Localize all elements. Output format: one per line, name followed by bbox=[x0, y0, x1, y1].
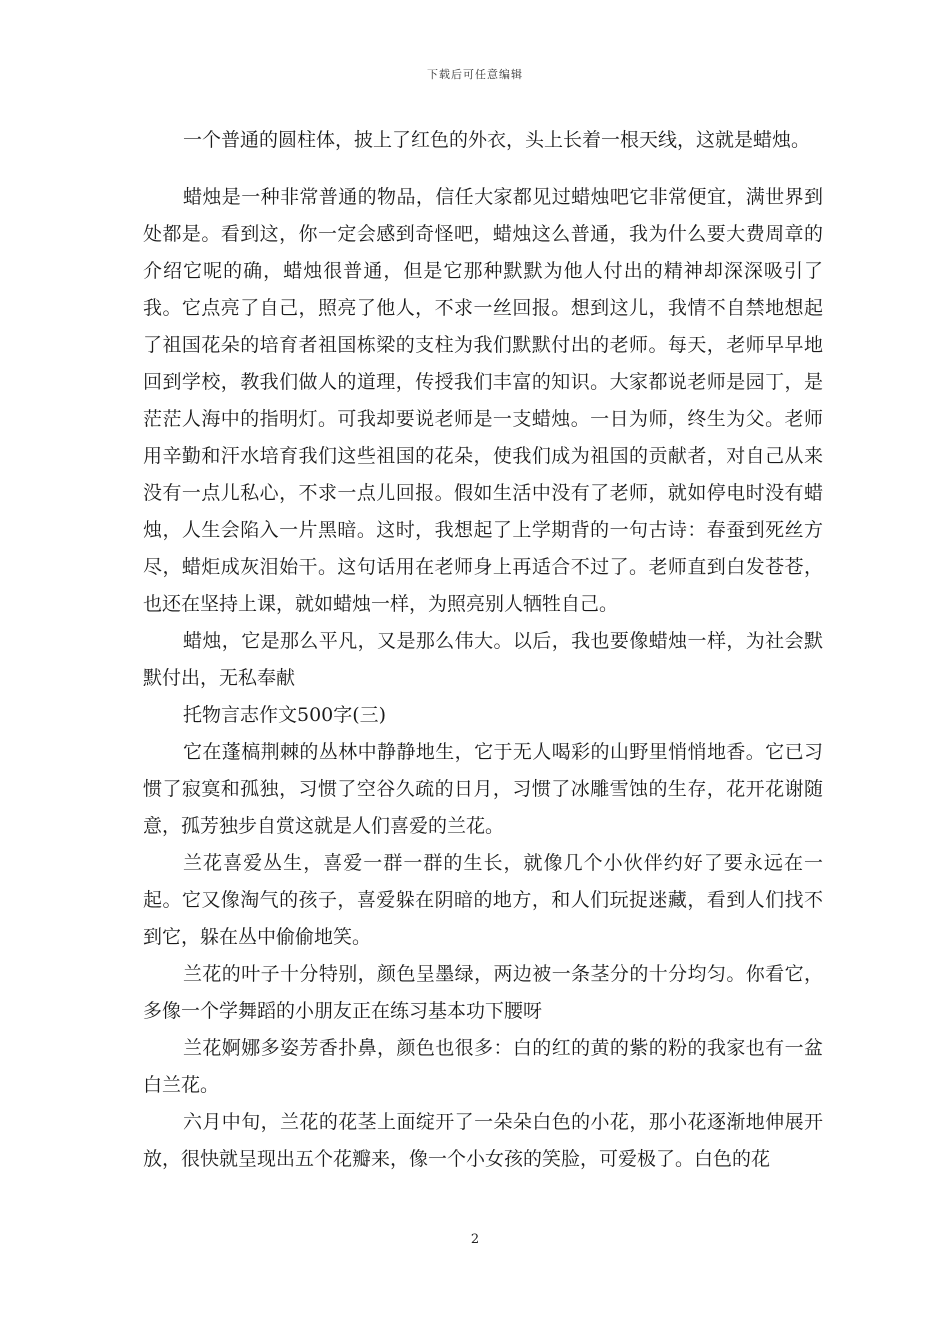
paragraph-candle-teacher: 蜡烛是一种非常普通的物品，信任大家都见过蜡烛吧它非常便宜，满世界到处都是。看到这，你一定会感到奇怪吧，蜡烛这么普通，我为什么要大费周章的介绍它呢的确，蜡烛很普通，但是它那种默默为他人付出的精神却深深吸引了我。它点亮了自己，照亮了他人，不求一丝回报。想到这儿，我情不自禁地想起了祖国花朵的培育者祖国栋梁的支柱为我们默默付出的老师。每天，老师早早地回到学校，教我们做人的道理，传授我们丰富的知识。大家都说老师是园丁，是茫茫人海中的指明灯。可我却要说老师是一支蜡烛。一日为师，终生为父。老师用辛勤和汗水培育我们这些祖国的花朵，使我们成为祖国的贡献者，对自己从来没有一点儿私心，不求一点儿回报。假如生活中没有了老师，就如停电时没有蜡烛，人生会陷入一片黑暗。这时，我想起了上学期背的一句古诗：春蚕到死丝方尽，蜡炬成灰泪始干。这句话用在老师身上再适合不过了。老师直到白发苍苍，也还在坚持上课，就如蜡烛一样，为照亮别人牺牲自己。 bbox=[143, 186, 823, 615]
paragraph-intro: 一个普通的圆柱体，披上了红色的外衣，头上长着一根天线，这就是蜡烛。 bbox=[183, 129, 811, 151]
paragraph-orchid-intro: 它在蓬槁荆棘的丛林中静静地生，它于无人喝彩的山野里悄悄地香。它已习惯了寂寞和孤独，习惯了空谷久疏的日月，习惯了冰雕雪蚀的生存，花开花谢随意，孤芳独步自赏这就是人们喜爱的兰花。 bbox=[143, 741, 823, 837]
paragraph-orchid-bloom: 六月中旬，兰花的花茎上面绽开了一朵朵白色的小花，那小花逐渐地伸展开放，很快就呈现出五个花瓣来，像一个小女孩的笑脸，可爱极了。白色的花 bbox=[143, 1111, 823, 1170]
paragraph-orchid-leaves: 兰花的叶子十分特别，颜色呈墨绿，两边被一条茎分的十分均匀。你看它，多像一个学舞蹈的小朋友正在练习基本功下腰呀 bbox=[143, 963, 823, 1022]
page-number: 2 bbox=[470, 1232, 480, 1247]
section-title: 托物言志作文500字(三) bbox=[183, 704, 387, 726]
document-body bbox=[143, 122, 823, 1178]
paragraph-candle-conclusion: 蜡烛，它是那么平凡，又是那么伟大。以后，我也要像蜡烛一样，为社会默默付出，无私奉献 bbox=[143, 630, 823, 689]
page-header: 下载后可任意编辑 bbox=[427, 68, 523, 81]
paragraph-orchid-growth: 兰花喜爱丛生，喜爱一群一群的生长，就像几个小伙伴约好了要永远在一起。它又像淘气的孩子，喜爱躲在阴暗的地方，和人们玩捉迷藏，看到人们找不到它，躲在丛中偷偷地笑。 bbox=[143, 852, 823, 948]
paragraph-orchid-colors: 兰花婀娜多姿芳香扑鼻，颜色也很多：白的红的黄的紫的粉的我家也有一盆白兰花。 bbox=[143, 1037, 823, 1096]
